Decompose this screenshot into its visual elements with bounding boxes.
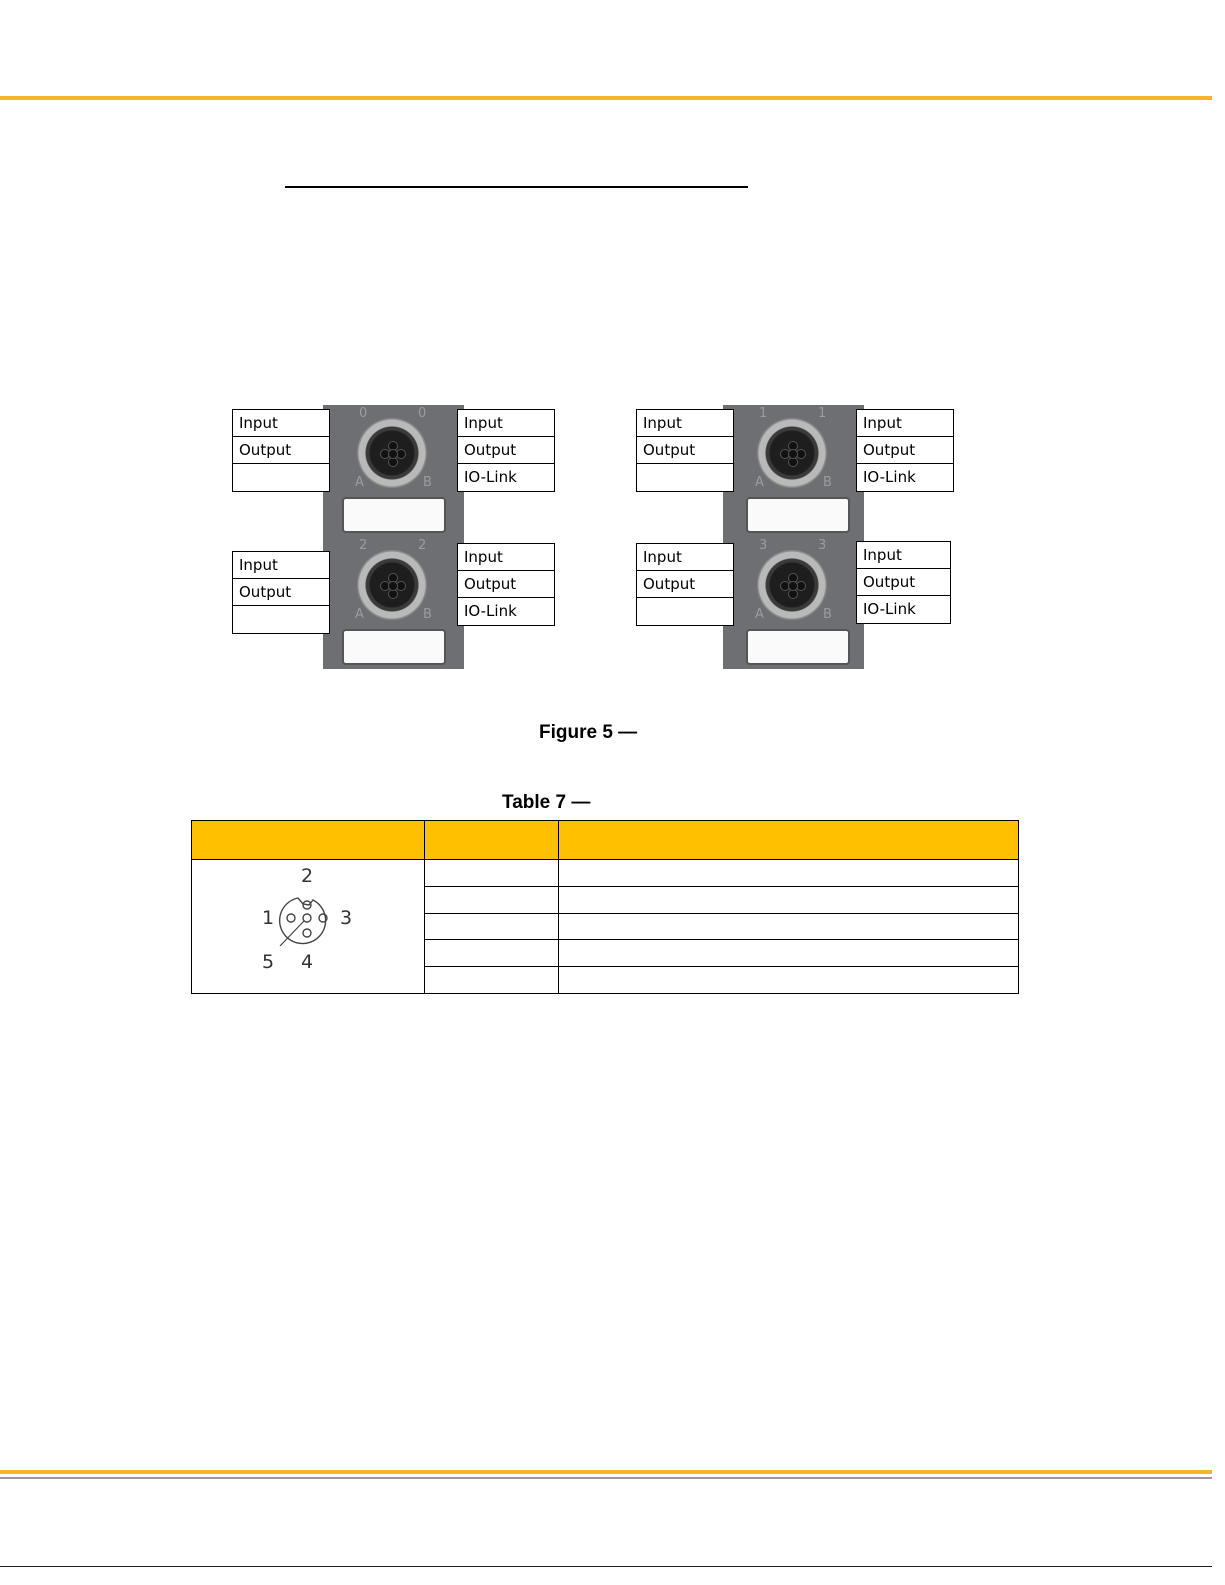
pin-1	[287, 914, 295, 922]
function-label: Input	[637, 410, 733, 437]
table-cell	[425, 913, 559, 940]
port-number-label: 1	[818, 406, 827, 421]
pin-number-label: 1	[262, 907, 275, 929]
pin-number-label: 3	[340, 907, 353, 929]
table-header-row	[192, 821, 1019, 860]
table-cell	[559, 913, 1019, 940]
pin-side-a-label: A	[755, 607, 764, 622]
pin-side-b-label: B	[423, 475, 432, 490]
pin-a-function-list	[636, 543, 734, 626]
socket-pin	[788, 581, 798, 591]
pin-b-function-list	[856, 409, 954, 492]
table-caption: Table 7 —	[502, 792, 591, 813]
function-label: Output	[637, 437, 733, 464]
pin-number-label: 4	[301, 951, 314, 973]
function-label: Input	[857, 542, 950, 569]
table-cell	[559, 860, 1019, 887]
pin-assignment-table	[191, 820, 1019, 994]
table-header-cell	[425, 821, 559, 860]
pinout-diagram-cell	[192, 860, 425, 994]
pin-b-function-list	[856, 541, 951, 624]
socket-pin	[788, 449, 798, 459]
port-number-label: 3	[818, 538, 827, 553]
function-label: IO-Link	[464, 602, 517, 620]
table-row	[192, 860, 1019, 887]
function-label: IO-Link	[863, 468, 916, 486]
function-label: Output	[458, 437, 554, 464]
footer-rule-secondary	[0, 1477, 1212, 1479]
function-label: Output	[857, 437, 953, 464]
pin-side-b-label: B	[823, 607, 832, 622]
function-label: Output	[637, 571, 733, 598]
table-cell	[425, 860, 559, 887]
pin-a-function-list	[232, 409, 330, 492]
marker-label-slot	[342, 497, 446, 533]
pin-b-function-list	[457, 409, 555, 492]
pin-b-function-list	[457, 543, 555, 626]
pin-side-b-label: B	[423, 607, 432, 622]
figure-caption: Figure 5 —	[539, 722, 638, 743]
pin-number-label: 2	[301, 865, 314, 887]
function-label: Input	[857, 410, 953, 437]
marker-label-slot	[746, 629, 850, 665]
function-label: IO-Link	[863, 600, 916, 618]
function-label: Input	[458, 410, 554, 437]
port-number-label: 2	[418, 538, 427, 553]
pin-4	[303, 929, 311, 937]
m12-connector-port-0	[357, 418, 427, 488]
table-cell	[425, 940, 559, 967]
function-label: Input	[233, 410, 329, 437]
function-label: Output	[458, 571, 554, 598]
pin-a-function-list	[636, 409, 734, 492]
marker-label-slot	[746, 497, 850, 533]
header-rule	[0, 96, 1212, 100]
section-heading-underline	[285, 186, 748, 188]
table-cell	[559, 886, 1019, 913]
pin-side-a-label: A	[355, 475, 364, 490]
socket-pin	[388, 449, 398, 459]
function-label: Output	[233, 437, 329, 464]
port-number-label: 2	[359, 538, 368, 553]
pin-side-a-label: A	[355, 607, 364, 622]
m12-connector-port-2	[357, 550, 427, 620]
function-label: Input	[458, 544, 554, 571]
table-cell	[559, 940, 1019, 967]
function-label: IO-Link	[464, 468, 517, 486]
m12-connector-port-3	[757, 550, 827, 620]
m12-pinout-diagram	[192, 860, 422, 988]
pin-number-label: 5	[262, 951, 275, 973]
table-cell	[559, 967, 1019, 994]
function-label: Input	[233, 552, 329, 579]
table-cell	[425, 967, 559, 994]
table-header-cell	[559, 821, 1019, 860]
marker-label-slot	[342, 629, 446, 665]
page-bottom-line	[0, 1566, 1212, 1567]
table-cell	[425, 886, 559, 913]
function-label	[233, 606, 329, 633]
function-label: Input	[637, 544, 733, 571]
m12-connector-port-1	[757, 418, 827, 488]
pin-side-b-label: B	[823, 475, 832, 490]
socket-pin	[388, 581, 398, 591]
function-label	[637, 598, 733, 625]
port-number-label: 3	[759, 538, 768, 553]
port-number-label: 0	[359, 406, 368, 421]
pin-a-function-list	[232, 551, 330, 634]
table-header-cell	[192, 821, 425, 860]
port-number-label: 1	[759, 406, 768, 421]
function-label: Output	[857, 569, 950, 596]
port-number-label: 0	[418, 406, 427, 421]
function-label	[637, 464, 733, 491]
footer-rule	[0, 1470, 1212, 1474]
pin-side-a-label: A	[755, 475, 764, 490]
function-label: Output	[233, 579, 329, 606]
function-label	[233, 464, 329, 491]
pin-5	[303, 914, 311, 922]
